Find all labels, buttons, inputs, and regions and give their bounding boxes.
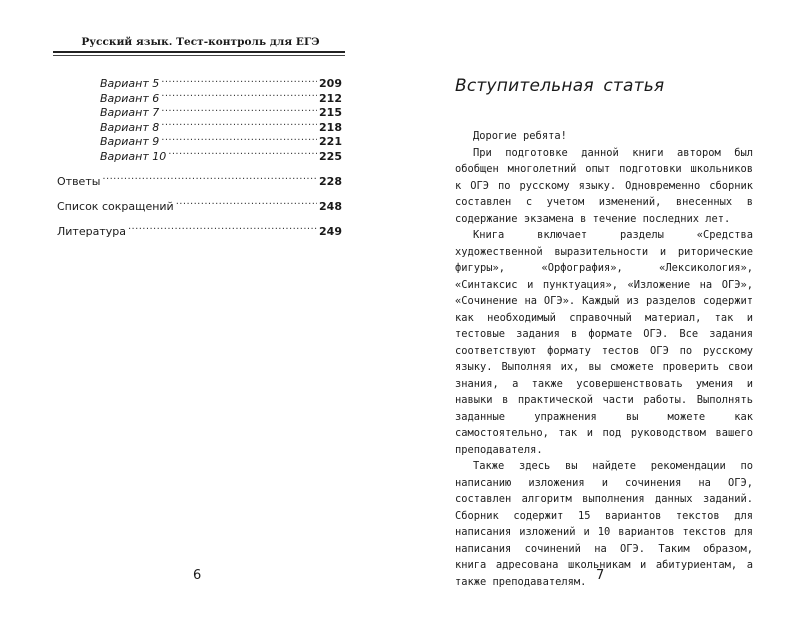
toc-entry-abbreviations[interactable] [57,199,342,215]
article-title: Вступительная статья [455,76,665,96]
toc-entry-title: Ответы [57,175,101,188]
running-head-rule-thin [53,55,345,56]
right-page [400,0,800,624]
running-head-rule-thick [53,51,345,53]
toc-entry-page: 228 [319,175,342,188]
toc-leader-dots [161,91,317,102]
toc-entry-page: 249 [319,225,342,238]
table-of-contents [57,76,342,240]
toc-entry-page: 248 [319,200,342,213]
toc-entry-literature[interactable] [57,224,342,240]
toc-entry-title: Вариант 9 [100,135,160,148]
toc-leader-dots [161,105,317,116]
toc-entry-variant-6[interactable] [57,91,342,106]
toc-entry-title: Список сокращений [57,200,174,213]
toc-entry-page: 221 [319,135,342,148]
article-greeting: Дорогие ребята! [473,130,567,142]
toc-leader-dots [128,224,317,235]
toc-entry-variant-10[interactable] [57,149,342,164]
toc-entry-variant-7[interactable] [57,105,342,120]
toc-entry-variant-5[interactable] [57,76,342,91]
toc-entry-page: 212 [319,91,342,105]
toc-entry-title: Вариант 5 [100,77,160,90]
toc-entry-page: 218 [319,120,342,134]
toc-entry-title: Вариант 10 [100,149,167,163]
toc-entry-page: 225 [319,149,342,163]
article-paragraph: Книга включает разделы «Средства художественной выразительности и риторические фигуры», «Орфография», «Лексикология», «Синтаксис и пунктуация», «Изложение на ОГЭ», «Сочинение на ОГЭ». Каждый из разделов содержит как необходимый справочный материал, так и тестовые задания в формате ОГЭ. Все задания соответствуют формату тестов ОГЭ по русскому языку. Выполняя их, вы сможете проверить свои знания, а также усовершенствовать умения и навыки в практической части работы. Выполнять заданные упражнения вы можете как самостоятельно, так и под руководством вашего преподавателя. [455,229,753,456]
toc-entry-title: Вариант 6 [100,91,160,105]
toc-leader-dots [102,174,317,185]
toc-entry-page: 209 [319,77,342,90]
toc-leader-dots [161,134,317,145]
toc-leader-dots [176,199,317,210]
article-paragraph: Также здесь вы найдете рекомендации по написанию изложения и сочинения на ОГЭ, составлен алгоритм выполнения данных заданий. Сборник содержит 15 вариантов текстов для написания изложений и 10 вариантов текстов для написания сочинений на ОГЭ. Таким образом, книга адресована школьникам и абитуриентам, а также преподавателям. [455,460,753,588]
toc-entry-page: 215 [319,106,342,119]
toc-entry-variant-8[interactable] [57,120,342,135]
page-number-right: 7 [596,568,605,583]
article-paragraph: При подготовке данной книги автором был обобщен многолетний опыт подготовки школьников к ОГЭ по русскому языку. Одновременно сборник составлен с учетом изменений, внесенных в содержание экзамена в течение последних лет. [455,146,753,225]
toc-entry-answers[interactable] [57,174,342,190]
page-number-left: 6 [193,568,202,583]
toc-leader-dots [168,149,317,160]
article-body [455,128,753,590]
toc-entry-variant-9[interactable] [57,134,342,149]
toc-entry-title: Литература [57,225,126,238]
toc-leader-dots [161,76,317,87]
toc-leader-dots [161,120,317,131]
toc-entry-title: Вариант 7 [100,106,160,119]
running-head: Русский язык. Тест-контроль для ЕГЭ [81,36,320,48]
toc-entry-title: Вариант 8 [100,120,160,134]
